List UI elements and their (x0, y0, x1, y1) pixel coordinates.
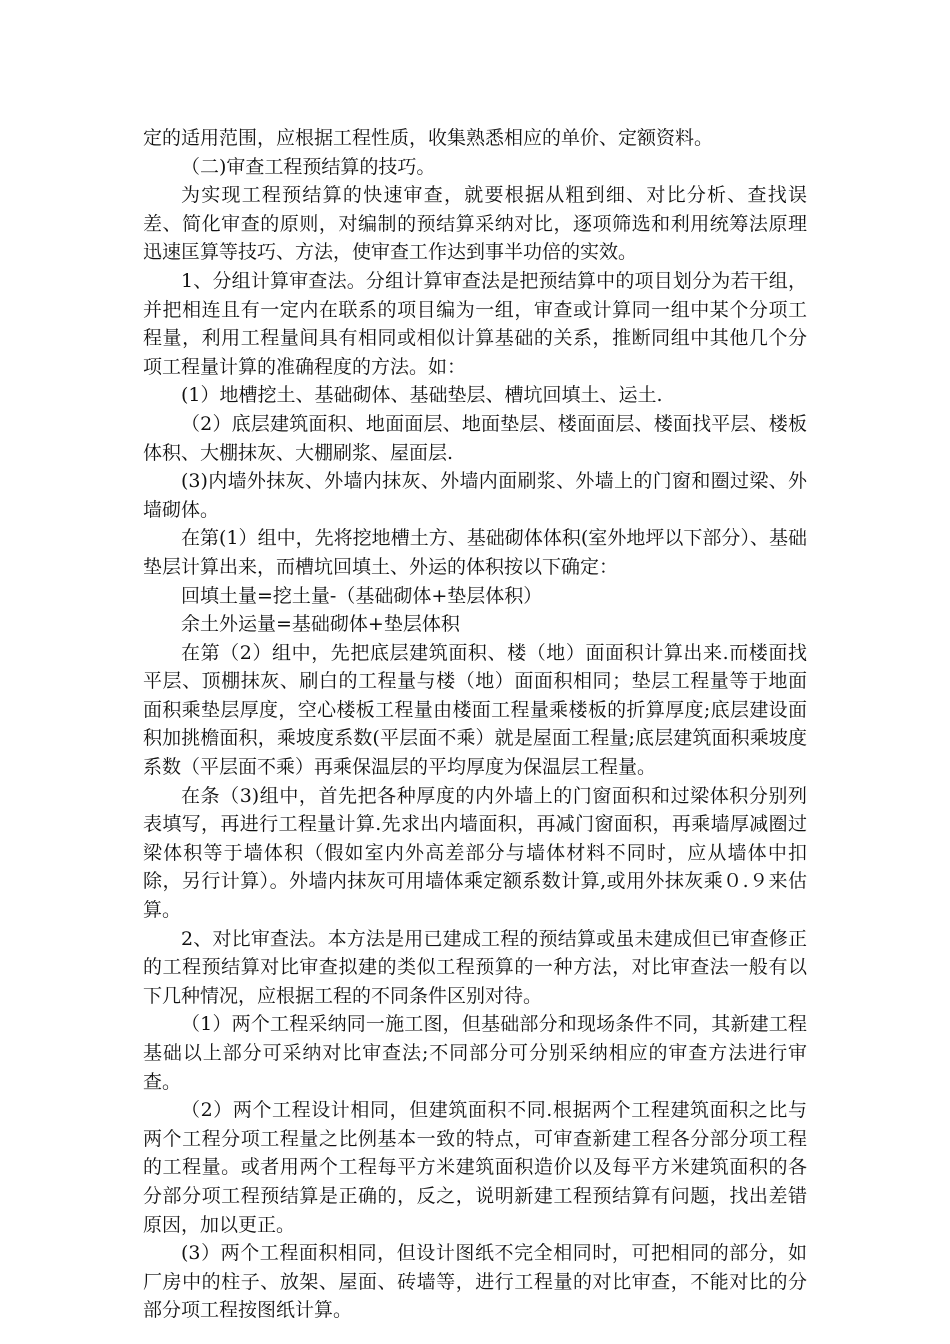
list-item-comparison-2: （2）两个工程设计相同，但建筑面积不同.根据两个工程建筑面积之比与两个工程分项工程量之比例基本一致的特点，可审查新建工程各分部分项工程的工程量。或者用两个工程每平方米建筑面积造价以及每平方米建筑面积的各分部分项工程预结算是正确的，反之，说明新建工程预结算有问题，找出差错原因，加以更正。 (143, 1099, 807, 1236)
list-item-comparison-1: （1）两个工程采纳同一施工图，但基础部分和现场条件不同，其新建工程基础以上部分可采纳对比审查法;不同部分可分别采纳相应的审查方法进行审查。 (143, 1013, 807, 1093)
paragraph-continuation: 定的适用范围，应根据工程性质，收集熟悉相应的单价、定额资料。 (143, 127, 714, 149)
section-heading-techniques: （二)审查工程预结算的技巧。 (181, 155, 436, 178)
paragraph-group-method: 1、分组计算审查法。分组计算审查法是把预结算中的项目划分为若干组，并把相连且有一定内在联系的项目编为一组，审查或计算同一组中某个分项工程量，利用工程量间具有相同或相似计算基础的关系，推断同组中其他几个分项工程量计算的准确程度的方法。如： (143, 269, 807, 378)
paragraph-group-2-detail: 在第（2）组中，先把底层建筑面积、楼（地）面面积计算出来.而楼面找平层、顶棚抹灰、刷白的工程量与楼（地）面面积相同；垫层工程量等于地面面积乘垫层厚度，空心楼板工程量由楼面工程量乘楼板的折算厚度;底层建设面积加挑檐面积，乘坡度系数(平层面不乘）就是屋面工程量;底层建筑面积乘坡度系数（平层面不乘）再乘保温层的平均厚度为保温层工程量。 (143, 641, 807, 779)
list-item-group-2: （2）底层建筑面积、地面面层、地面垫层、楼面面层、楼面找平层、楼板体积、大棚抹灰、大棚刷浆、屋面层. (143, 412, 807, 464)
paragraph-group-1-detail: 在第(1）组中，先将挖地槽土方、基础砌体体积(室外地坪以下部分）、基础垫层计算出来，而槽坑回填土、外运的体积按以下确定： (143, 527, 807, 578)
paragraph-group-3-detail: 在条（3)组中，首先把各种厚度的内外墙上的门窗面积和过梁体积分别列表填写，再进行工程量计算.先求出内墙面积，再减门窗面积，再乘墙厚减圈过梁体积等于墙体积（假如室内外高差部分与墙体材料不同时，应从墙体中扣除，另行计算）。外墙内抹灰可用墙体乘定额系数计算,或用外抹灰乘０.９来估算。 (143, 784, 807, 922)
list-item-comparison-3: (3）两个工程面积相同，但设计图纸不完全相同时，可把相同的部分，如厂房中的柱子、放架、屋面、砖墙等，进行工程量的对比审查，不能对比的分部分项工程按图纸计算。 (143, 1242, 807, 1322)
formula-surplus-soil: 余土外运量=基础砌体+垫层体积 (181, 613, 460, 636)
document-body (143, 124, 807, 1325)
list-item-group-1: (1）地槽挖土、基础砌体、基础垫层、槽坑回填土、运土. (181, 384, 663, 407)
paragraph-intro: 为实现工程预结算的快速审查，就要根据从粗到细、对比分析、查找误差、简化审查的原则，对编制的预结算采纳对比，逐项筛选和利用统筹法原理迅速匡算等技巧、方法，使审查工作达到事半功倍的实效。 (143, 184, 807, 264)
list-item-group-3: (3)内墙外抹灰、外墙内抹灰、外墙内面刷浆、外墙上的门窗和圈过梁、外墙砌体。 (143, 470, 807, 521)
formula-backfill: 回填土量=挖土量-（基础砌体+垫层体积） (181, 584, 543, 607)
paragraph-comparison-method: 2、对比审查法。本方法是用已建成工程的预结算或虽未建成但已审查修正的工程预结算对比审查拟建的类似工程预算的一种方法，对比审查法一般有以下几种情况，应根据工程的不同条件区别对待。 (143, 927, 807, 1007)
